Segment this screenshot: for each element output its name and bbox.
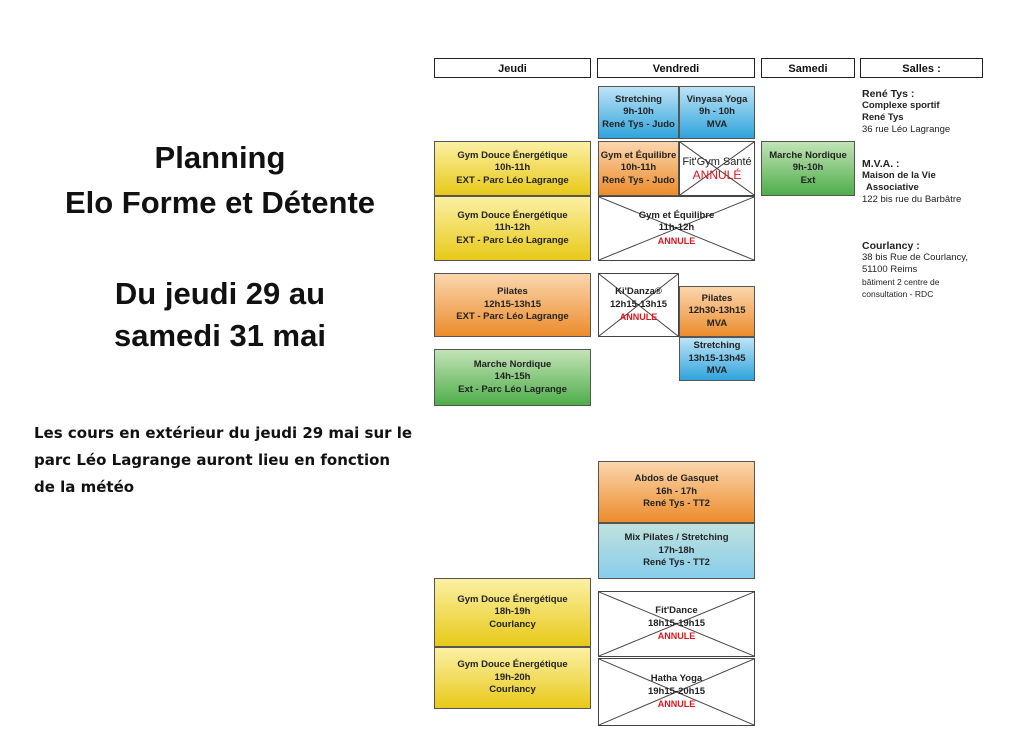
- class-marche-nordique-jeudi: [434, 349, 591, 406]
- class-time: 14h-15h: [494, 371, 531, 383]
- class-name: Gym Douce Énergétique: [457, 593, 568, 605]
- class-gym-douce-jeudi-10h: [434, 141, 591, 196]
- class-name: Pilates: [497, 286, 528, 298]
- class-fitdance-cancelled: [598, 591, 755, 657]
- class-hatha-yoga-cancelled: [598, 658, 755, 726]
- salle-line: 51100 Reims: [862, 264, 918, 275]
- class-time: 18h15-19h15: [647, 617, 706, 629]
- class-name: Hatha Yoga: [650, 673, 703, 685]
- cancelled-label: ANNULE: [657, 235, 696, 246]
- class-time: 17h-18h: [658, 544, 695, 556]
- class-name: Gym Douce Énergétique: [457, 659, 568, 671]
- class-pilates-jeudi: [434, 273, 591, 337]
- salle-mva: [862, 158, 961, 206]
- class-room: René Tys - Judo: [602, 118, 675, 130]
- cancelled-label: ANNULE: [619, 312, 658, 323]
- class-gym-douce-jeudi-19h: [434, 647, 591, 709]
- class-room: Ext - Parc Léo Lagrange: [458, 383, 567, 395]
- header-jeudi: Jeudi: [434, 58, 591, 78]
- class-gym-douce-jeudi-18h: [434, 578, 591, 647]
- class-name: Mix Pilates / Stretching: [624, 532, 729, 544]
- class-time: 12h15-13h15: [609, 298, 668, 310]
- header-salles: Salles :: [860, 58, 983, 78]
- salle-address: 122 bis rue du Barbâtre: [862, 194, 962, 205]
- class-name: Vinyasa Yoga: [686, 93, 748, 105]
- page-title-line1: Planning: [154, 140, 286, 175]
- weather-note: Les cours en extérieur du jeudi 29 mai sur le parc Léo Lagrange auront lieu en fonction de la météo: [34, 424, 413, 496]
- class-name: Pilates: [701, 292, 733, 304]
- class-gym-equilibre-10h: [598, 141, 679, 196]
- class-kidanza-cancelled: [598, 273, 679, 337]
- salle-address: 36 rue Léo Lagrange: [862, 124, 951, 135]
- salle-line: 38 bis Rue de Courlancy,: [862, 252, 968, 263]
- class-vinyasa-yoga: [679, 86, 755, 139]
- class-room: EXT - Parc Léo Lagrange: [456, 311, 569, 323]
- class-time: 9h-10h: [792, 162, 824, 174]
- class-room: EXT - Parc Léo Lagrange: [456, 174, 569, 186]
- class-name: Ki'Danza®: [615, 286, 662, 298]
- class-time: 10h-11h: [494, 162, 531, 174]
- class-time: 18h-19h: [494, 606, 531, 618]
- class-name: Abdos de Gasquet: [634, 473, 719, 485]
- class-time: 12h15-13h15: [483, 298, 542, 310]
- class-time: 19h-20h: [494, 671, 531, 683]
- salle-heading: René Tys :: [862, 88, 915, 100]
- class-time: 19h15-20h15: [647, 685, 706, 697]
- class-room: EXT - Parc Léo Lagrange: [456, 234, 569, 246]
- class-room: René Tys - TT2: [643, 498, 710, 510]
- class-room: Ext: [800, 174, 816, 186]
- salle-line: René Tys: [862, 112, 904, 123]
- salle-line: consultation - RDC: [862, 289, 934, 299]
- class-abdos-gasquet: [598, 461, 755, 523]
- class-pilates-vendredi: [679, 286, 755, 337]
- class-time: 10h-11h: [620, 162, 657, 174]
- page-title-line2: Elo Forme et Détente: [64, 185, 376, 220]
- salle-line: Complexe sportif: [862, 100, 940, 111]
- class-name: Fit'Gym Santé: [682, 156, 752, 168]
- class-room: MVA: [706, 317, 728, 329]
- class-gym-equilibre-11h-cancelled: [598, 196, 755, 261]
- class-marche-nordique-samedi: [761, 141, 855, 196]
- date-range-line1: Du jeudi 29 au: [114, 276, 326, 311]
- salle-courlancy: [862, 240, 968, 300]
- class-fitgym-sante-cancelled: [679, 141, 755, 196]
- header-samedi: Samedi: [761, 58, 855, 78]
- salle-heading: M.V.A. :: [862, 158, 900, 170]
- cancelled-label: ANNULÉ: [692, 167, 742, 182]
- cancelled-label: ANNULE: [657, 631, 696, 642]
- class-time: 13h15-13h45: [688, 352, 746, 364]
- class-name: Gym et Équilibre: [600, 149, 677, 161]
- class-room: Courlancy: [489, 618, 536, 630]
- class-time: 9h-10h: [623, 106, 654, 118]
- cancelled-label: ANNULE: [657, 699, 696, 710]
- class-name: Fit'Dance: [655, 605, 698, 617]
- salle-line: Maison de la Vie: [862, 170, 936, 181]
- date-range-line2: samedi 31 mai: [114, 318, 326, 353]
- salle-rene-tys: [862, 88, 950, 136]
- class-room: MVA: [706, 365, 728, 377]
- class-stretching-vendredi-13h15: [679, 337, 755, 381]
- class-name: Marche Nordique: [769, 149, 847, 161]
- class-name: Gym Douce Énergétique: [457, 209, 568, 221]
- class-time: 16h - 17h: [655, 485, 698, 497]
- class-time: 11h-12h: [494, 222, 531, 234]
- class-room: MVA: [706, 118, 728, 130]
- class-time: 12h30-13h15: [688, 305, 746, 317]
- class-time: 11h-12h: [658, 222, 695, 234]
- class-room: René Tys - Judo: [602, 174, 675, 186]
- class-name: Gym Douce Énergétique: [457, 149, 568, 161]
- salle-line: bâtiment 2 centre de: [862, 277, 940, 287]
- class-room: René Tys - TT2: [643, 557, 710, 569]
- class-room: Courlancy: [489, 684, 536, 696]
- class-time: 9h - 10h: [699, 106, 735, 118]
- class-name: Gym et Équilibre: [638, 209, 715, 221]
- class-name: Stretching: [615, 93, 662, 105]
- salle-heading: Courlancy :: [862, 240, 920, 252]
- class-name: Marche Nordique: [473, 358, 552, 370]
- salle-line: Associative: [866, 182, 919, 193]
- class-mix-pilates-stretching: [598, 523, 755, 579]
- class-name: Stretching: [693, 340, 741, 352]
- header-vendredi: Vendredi: [597, 58, 755, 78]
- class-gym-douce-jeudi-11h: [434, 196, 591, 261]
- class-stretching-vendredi-9h: [598, 86, 679, 139]
